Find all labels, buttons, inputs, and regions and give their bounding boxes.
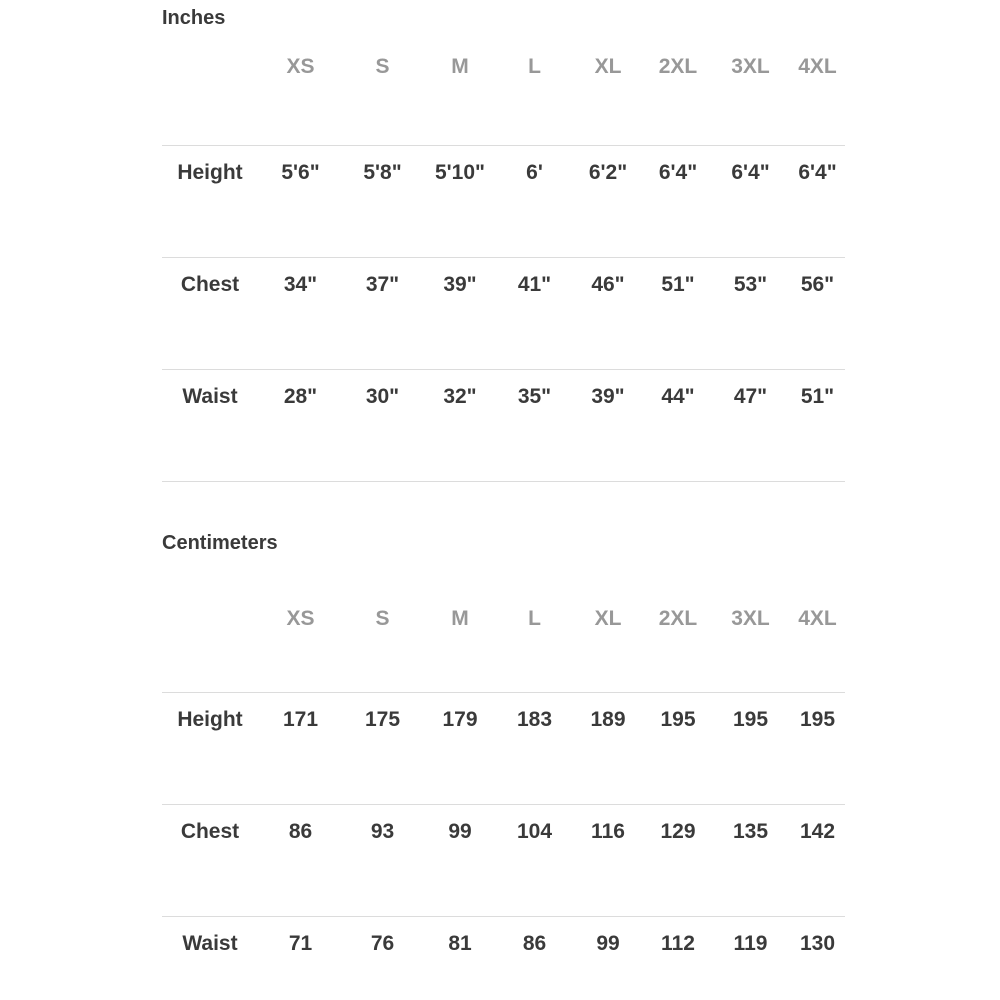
col-header-xl: XL	[594, 55, 622, 78]
col-header-4xl: 4XL	[798, 55, 837, 78]
size-cell: 46"	[571, 258, 645, 370]
size-cell: 112	[645, 917, 711, 1000]
size-cell: 104	[498, 805, 571, 917]
size-cell: 175	[343, 693, 422, 805]
col-header-l: L	[528, 607, 541, 630]
table-row-chest	[162, 258, 845, 370]
col-header-xs: XS	[286, 55, 315, 78]
size-cell: 81	[422, 917, 498, 1000]
size-cell: 130	[790, 917, 845, 1000]
row-label-waist: Waist	[162, 370, 258, 482]
size-cell: 183	[498, 693, 571, 805]
size-cell: 116	[571, 805, 645, 917]
col-header-xl: XL	[594, 607, 622, 630]
table-row-waist	[162, 370, 845, 482]
size-cell: 93	[343, 805, 422, 917]
size-cell: 30"	[343, 370, 422, 482]
size-cell: 129	[645, 805, 711, 917]
size-cell: 56"	[790, 258, 845, 370]
row-label-height: Height	[162, 693, 258, 805]
size-cell: 6'4"	[711, 146, 790, 258]
size-table-centimeters	[162, 555, 845, 1000]
size-cell: 39"	[571, 370, 645, 482]
size-table-inches	[162, 30, 845, 482]
size-cell: 71	[258, 917, 343, 1000]
col-header-xs: XS	[286, 607, 315, 630]
table-row-height	[162, 146, 845, 258]
size-cell: 195	[711, 693, 790, 805]
col-header-s: S	[375, 607, 390, 630]
centimeters-section	[162, 531, 1000, 1000]
row-label-chest: Chest	[162, 258, 258, 370]
size-cell: 142	[790, 805, 845, 917]
col-header-4xl: 4XL	[798, 607, 837, 630]
table-row-height	[162, 693, 845, 805]
size-cell: 5'10"	[422, 146, 498, 258]
size-cell: 34"	[258, 258, 343, 370]
size-cell: 195	[645, 693, 711, 805]
size-cell: 51"	[645, 258, 711, 370]
corner-cell	[162, 30, 258, 146]
size-cell: 44"	[645, 370, 711, 482]
table-row-waist	[162, 917, 845, 1000]
col-header-m: M	[451, 55, 469, 78]
size-cell: 119	[711, 917, 790, 1000]
size-cell: 171	[258, 693, 343, 805]
col-header-3xl: 3XL	[731, 607, 770, 630]
col-header-m: M	[451, 607, 469, 630]
section-title-centimeters: Centimeters	[162, 532, 278, 554]
size-cell: 179	[422, 693, 498, 805]
size-header-row	[162, 555, 845, 693]
size-cell: 189	[571, 693, 645, 805]
col-header-l: L	[528, 55, 541, 78]
col-header-3xl: 3XL	[731, 55, 770, 78]
size-cell: 6'4"	[645, 146, 711, 258]
size-cell: 5'8"	[343, 146, 422, 258]
row-label-chest: Chest	[162, 805, 258, 917]
section-title-inches: Inches	[162, 7, 226, 29]
size-cell: 86	[258, 805, 343, 917]
size-cell: 99	[571, 917, 645, 1000]
size-cell: 35"	[498, 370, 571, 482]
size-cell: 37"	[343, 258, 422, 370]
size-cell: 47"	[711, 370, 790, 482]
size-cell: 51"	[790, 370, 845, 482]
size-cell: 28"	[258, 370, 343, 482]
size-cell: 135	[711, 805, 790, 917]
col-header-2xl: 2XL	[658, 55, 698, 78]
size-cell: 99	[422, 805, 498, 917]
size-cell: 76	[343, 917, 422, 1000]
table-row-chest	[162, 805, 845, 917]
size-cell: 6'	[498, 146, 571, 258]
size-cell: 32"	[422, 370, 498, 482]
size-cell: 195	[790, 693, 845, 805]
col-header-2xl: 2XL	[658, 607, 698, 630]
size-cell: 5'6"	[258, 146, 343, 258]
col-header-s: S	[375, 55, 390, 78]
size-cell: 86	[498, 917, 571, 1000]
size-header-row	[162, 30, 845, 146]
row-label-height: Height	[162, 146, 258, 258]
size-cell: 6'2"	[571, 146, 645, 258]
corner-cell	[162, 555, 258, 693]
size-cell: 41"	[498, 258, 571, 370]
size-cell: 53"	[711, 258, 790, 370]
row-label-waist: Waist	[162, 917, 258, 1000]
inches-section	[162, 6, 1000, 482]
size-cell: 39"	[422, 258, 498, 370]
size-cell: 6'4"	[790, 146, 845, 258]
